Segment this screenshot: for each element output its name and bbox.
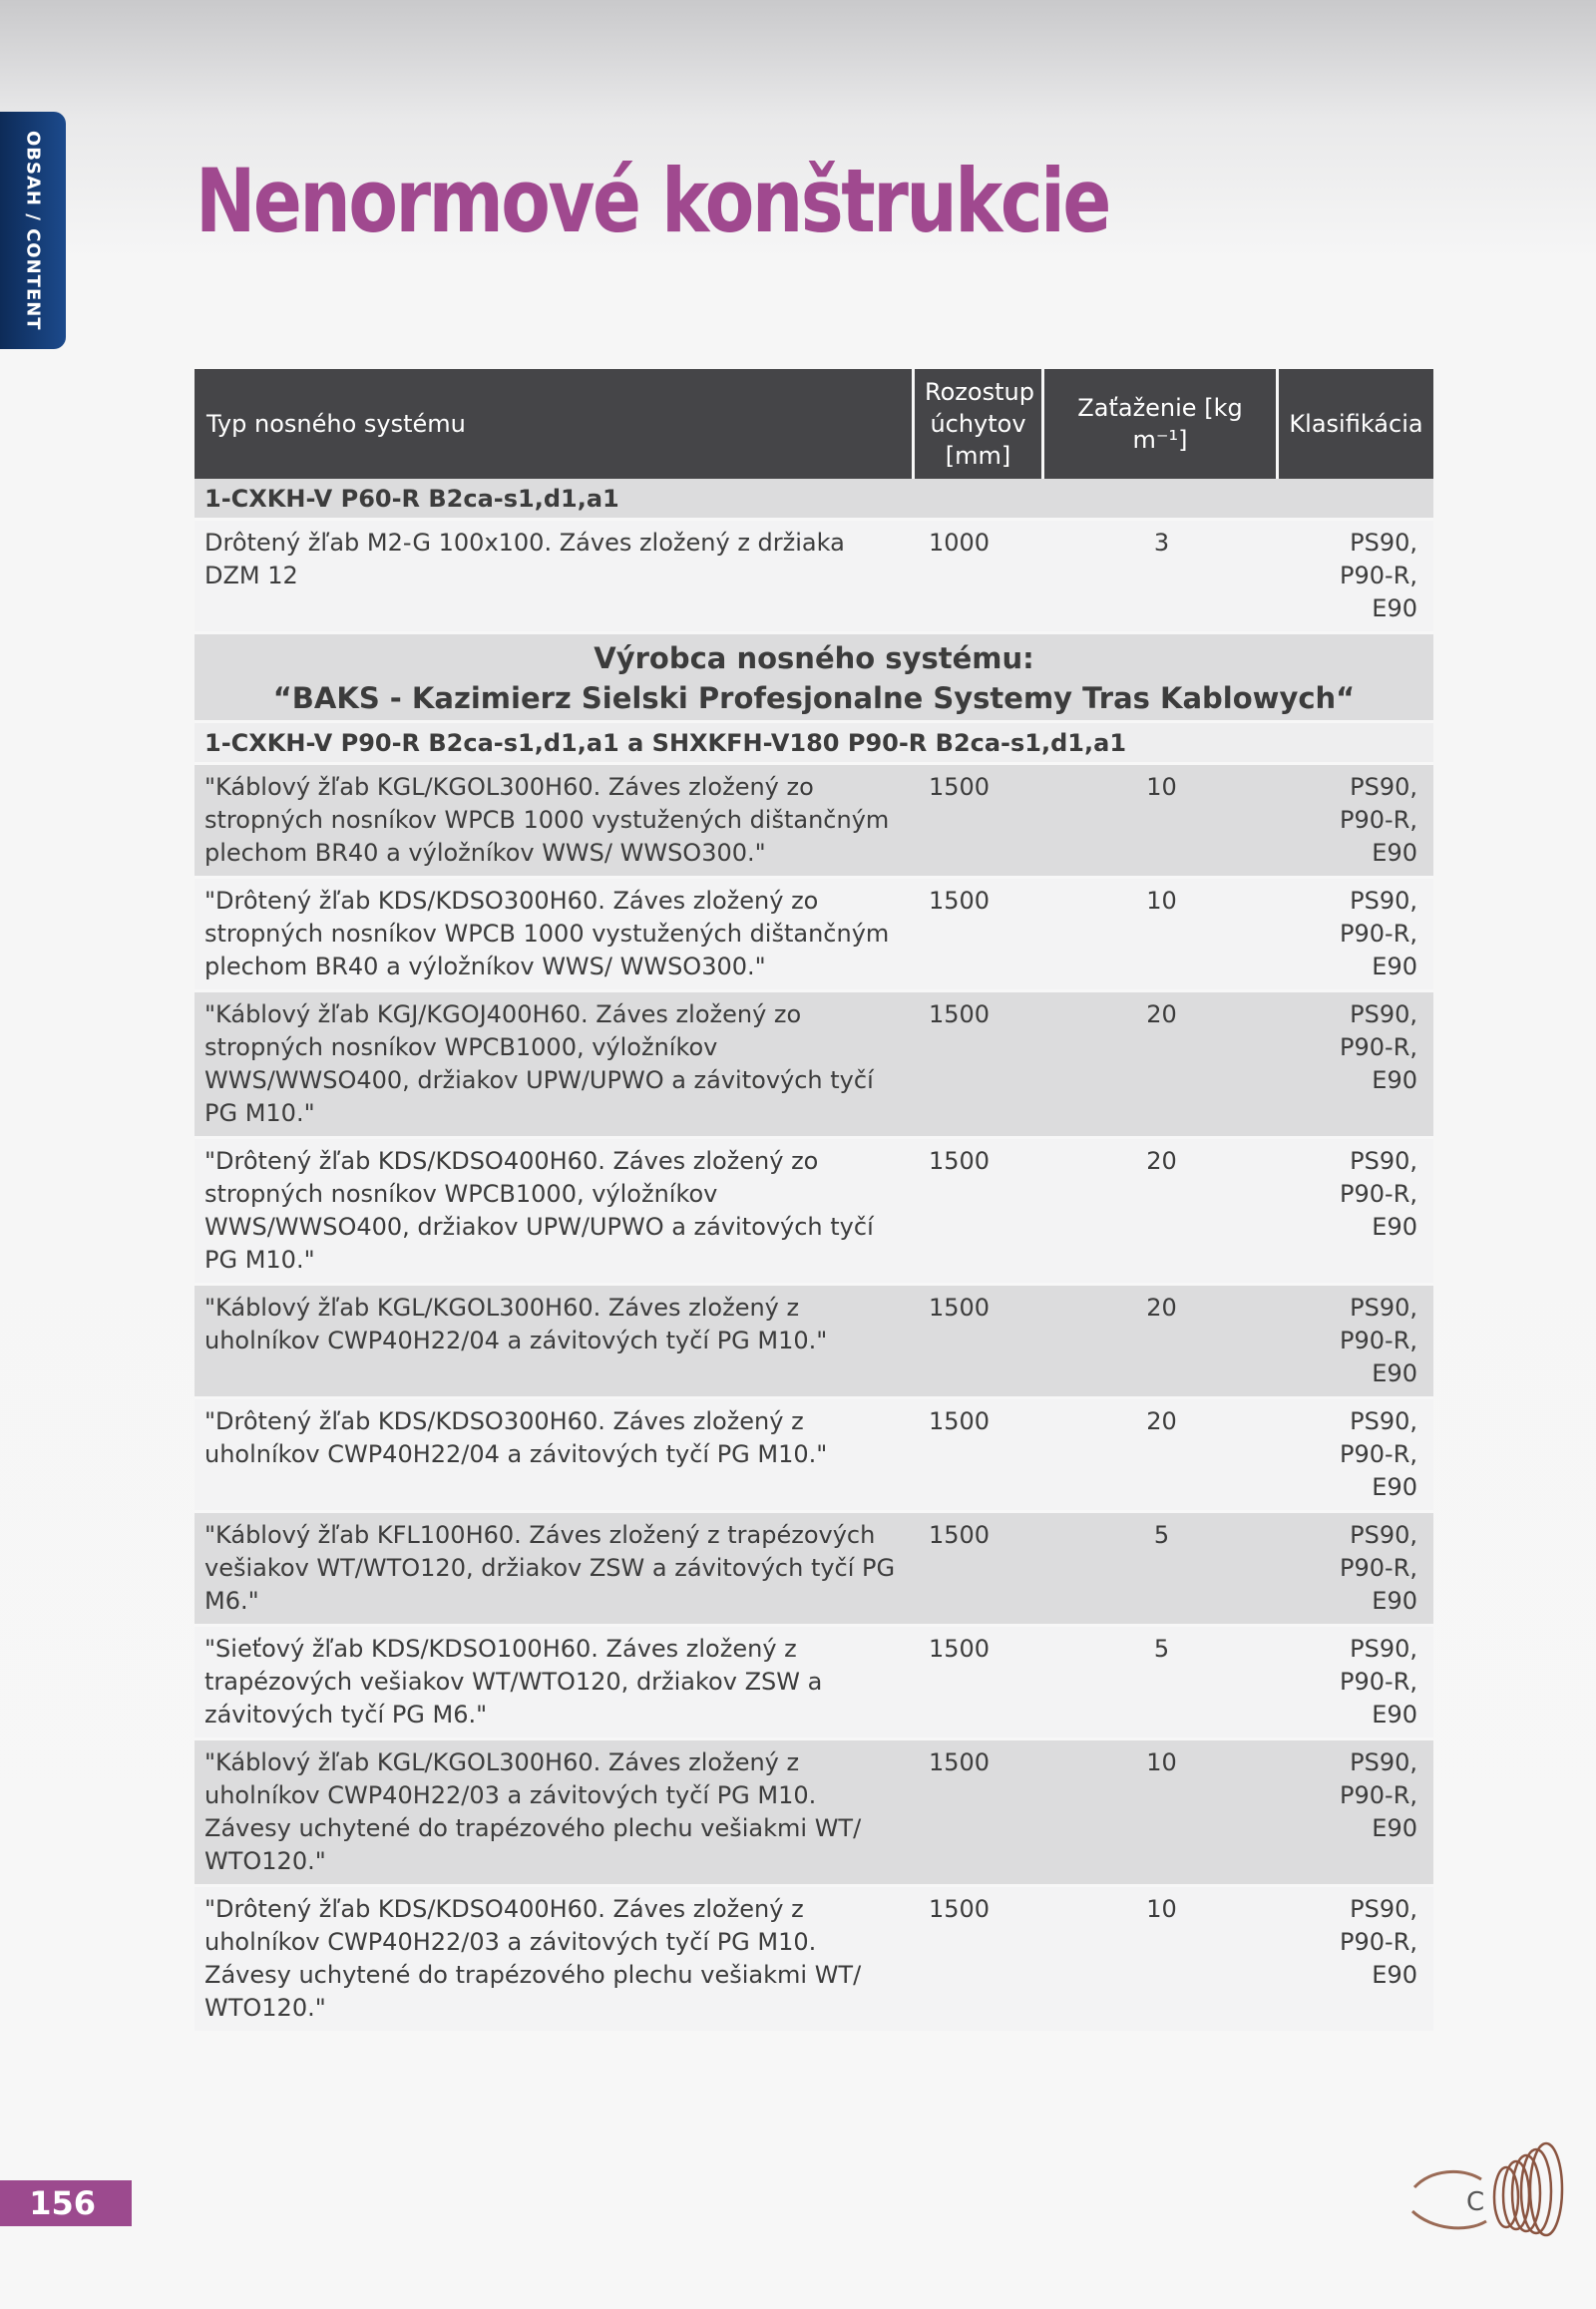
- header-class: Klasifikácia: [1279, 369, 1433, 479]
- row-class: PS90, P90-R, E90: [1279, 1887, 1433, 2034]
- row-class: PS90, P90-R, E90: [1279, 521, 1433, 634]
- table-row: [195, 521, 1433, 634]
- page-number-badge: [0, 2180, 132, 2226]
- row-class: PS90, P90-R, E90: [1279, 1139, 1433, 1286]
- page-title: Nenormové konštrukcie: [196, 150, 1109, 252]
- row-description: "Sieťový žľab KDS/KDSO100H60. Záves zložený z trapézových vešiakov WT/WTO120, držiakov ZSW a závitových tyčí PG M6.": [195, 1627, 915, 1740]
- producer-label: Výrobca nosného systému:: [594, 641, 1034, 675]
- row-load: 20: [1044, 1399, 1279, 1513]
- row-spacing: 1500: [915, 1513, 1044, 1627]
- row-class: PS90, P90-R, E90: [1279, 1399, 1433, 1513]
- row-class: PS90, P90-R, E90: [1279, 1740, 1433, 1887]
- row-description: "Káblový žľab KFL100H60. Záves zložený z trapézových vešiakov WT/WTO120, držiakov ZSW a závitových tyčí PG M6.": [195, 1513, 915, 1627]
- row-spacing: 1500: [915, 765, 1044, 879]
- row-load: 10: [1044, 879, 1279, 992]
- group-title: 1-CXKH-V P90-R B2ca-s1,d1,a1 a SHXKFH-V180 P90-R B2ca-s1,d1,a1: [195, 723, 1433, 765]
- header-load: Zaťaženie [kg m⁻¹]: [1044, 369, 1279, 479]
- row-load: 3: [1044, 521, 1279, 634]
- table-row: [195, 1887, 1433, 2034]
- row-class: PS90, P90-R, E90: [1279, 879, 1433, 992]
- row-spacing: 1000: [915, 521, 1044, 634]
- logo-letter: C: [1466, 2187, 1485, 2217]
- row-class: PS90, P90-R, E90: [1279, 992, 1433, 1139]
- row-spacing: 1500: [915, 1286, 1044, 1399]
- row-description: "Drôtený žľab KDS/KDSO400H60. Záves zložený z uholníkov CWP40H22/03 a závitových tyčí PG M10. Závesy uchytené do trapézového plechu vešiakmi WT/ WTO120.": [195, 1887, 915, 2034]
- header-spacing: Rozostup úchytov [mm]: [915, 369, 1044, 479]
- row-spacing: 1500: [915, 879, 1044, 992]
- row-load: 20: [1044, 1139, 1279, 1286]
- side-tab-content[interactable]: [0, 112, 66, 349]
- table-row: [195, 1627, 1433, 1740]
- table-row: [195, 1399, 1433, 1513]
- row-load: 10: [1044, 1887, 1279, 2034]
- company-logo-icon: [1406, 2129, 1576, 2269]
- page-number: 156: [29, 2184, 96, 2222]
- row-description: "Drôtený žľab KDS/KDSO300H60. Záves zložený zo stropných nosníkov WPCB 1000 vystužených dištančným plechom BR40 a výložníkov WWS/ WWSO300.": [195, 879, 915, 992]
- row-spacing: 1500: [915, 1627, 1044, 1740]
- producer-name: “BAKS - Kazimierz Sielski Profesjonalne Systemy Tras Kablowych“: [272, 681, 1356, 715]
- row-load: 5: [1044, 1627, 1279, 1740]
- row-spacing: 1500: [915, 1887, 1044, 2034]
- row-description: "Drôtený žľab KDS/KDSO400H60. Záves zložený zo stropných nosníkov WPCB1000, výložníkov WWS/WWSO400, držiakov UPW/UPWO a závitových tyčí PG M10.": [195, 1139, 915, 1286]
- row-class: PS90, P90-R, E90: [1279, 1627, 1433, 1740]
- table-row: [195, 1286, 1433, 1399]
- row-load: 20: [1044, 992, 1279, 1139]
- row-description: "Káblový žľab KGL/KGOL300H60. Záves zložený zo stropných nosníkov WPCB 1000 vystužených dištančným plechom BR40 a výložníkov WWS/ WWSO300.": [195, 765, 915, 879]
- row-load: 20: [1044, 1286, 1279, 1399]
- row-spacing: 1500: [915, 1740, 1044, 1887]
- table-row: [195, 765, 1433, 879]
- row-class: PS90, P90-R, E90: [1279, 1513, 1433, 1627]
- row-class: PS90, P90-R, E90: [1279, 765, 1433, 879]
- systems-table: [195, 369, 1433, 2034]
- row-description: "Drôtený žľab KDS/KDSO300H60. Záves zložený z uholníkov CWP40H22/04 a závitových tyčí PG M10.": [195, 1399, 915, 1513]
- row-description: Drôtený žľab M2-G 100x100. Záves zložený z držiaka DZM 12: [195, 521, 915, 634]
- row-load: 10: [1044, 765, 1279, 879]
- header-type: Typ nosného systému: [195, 369, 915, 479]
- table-header-row: [195, 369, 1433, 479]
- table-row: [195, 1139, 1433, 1286]
- row-description: "Káblový žľab KGJ/KGOJ400H60. Záves zložený zo stropných nosníkov WPCB1000, výložníkov WWS/WWSO400, držiakov UPW/UPWO a závitových tyčí PG M10.": [195, 992, 915, 1139]
- group-row: [195, 479, 1433, 521]
- row-description: "Káblový žľab KGL/KGOL300H60. Záves zložený z uholníkov CWP40H22/04 a závitových tyčí PG M10.": [195, 1286, 915, 1399]
- group-title: 1-CXKH-V P60-R B2ca-s1,d1,a1: [195, 479, 1433, 521]
- row-spacing: 1500: [915, 1399, 1044, 1513]
- row-load: 5: [1044, 1513, 1279, 1627]
- producer-row: [195, 634, 1433, 723]
- row-spacing: 1500: [915, 992, 1044, 1139]
- table-row: [195, 879, 1433, 992]
- table-row: [195, 1513, 1433, 1627]
- side-tab-label: OBSAH / CONTENT: [22, 130, 44, 331]
- table-row: [195, 992, 1433, 1139]
- table-row: [195, 1740, 1433, 1887]
- row-description: "Káblový žľab KGL/KGOL300H60. Záves zložený z uholníkov CWP40H22/03 a závitových tyčí PG M10. Závesy uchytené do trapézového plechu vešiakmi WT/ WTO120.": [195, 1740, 915, 1887]
- row-spacing: 1500: [915, 1139, 1044, 1286]
- row-class: PS90, P90-R, E90: [1279, 1286, 1433, 1399]
- row-load: 10: [1044, 1740, 1279, 1887]
- group-row: [195, 723, 1433, 765]
